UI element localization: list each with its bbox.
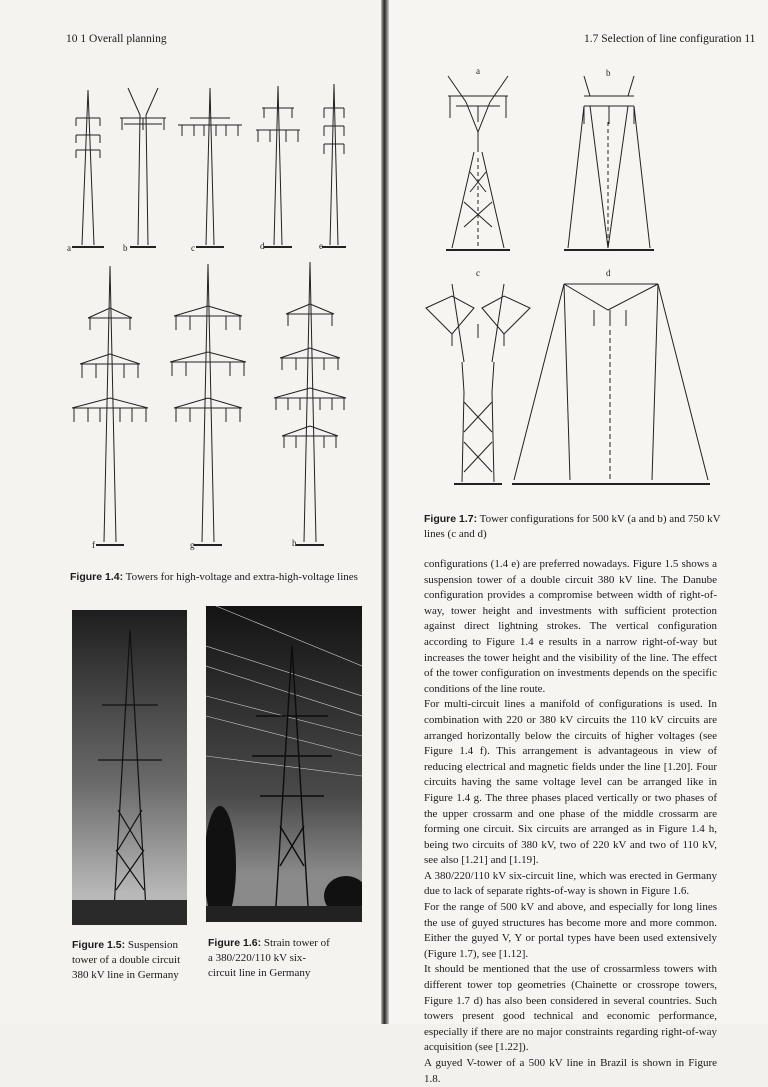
- tower-c-drawing: [178, 88, 242, 247]
- tower-label-h: h: [292, 538, 297, 548]
- figure-1-5-caption-label: Figure 1.5:: [72, 939, 126, 951]
- tower-label-f: f: [92, 540, 95, 550]
- tower-config-d-drawing: [512, 284, 710, 484]
- tower-config-b-drawing: [564, 76, 654, 250]
- tower-label-b: b: [123, 243, 128, 253]
- figure-1-7-caption: [424, 512, 724, 542]
- figure-1-7-caption-text: Tower configurations for 500 kV (a and b) and 750 kV lines (c and d): [424, 513, 721, 540]
- tower-label-a: a: [67, 243, 71, 253]
- tower-config-label-a: a: [476, 66, 480, 76]
- figure-1-6-caption-label: Figure 1.6:: [208, 937, 262, 949]
- tower-config-label-d: d: [606, 268, 611, 278]
- body-paragraph-4: For the range of 500 kV and above, and especially for long lines the use of guyed structures has become more and more common. Either the guyed V, Y or portal types have been used extensively (Figure 1.7), see [1.12].: [424, 901, 717, 960]
- figure-1-7-tower-configurations: [418, 62, 714, 492]
- figure-1-4-row2-towers: [60, 260, 360, 550]
- tower-b-drawing: [120, 88, 166, 247]
- tower-label-d: d: [260, 241, 265, 251]
- tower-config-label-b: b: [606, 68, 611, 78]
- figure-1-4-caption-label: Figure 1.4:: [70, 571, 124, 583]
- tower-f-drawing: [72, 266, 148, 545]
- tower-h-drawing: [274, 262, 346, 545]
- body-paragraph-5: It should be mentioned that the use of crossarmless towers with different tower top geometries (Chainette or crossrope towers, Figure 1.7 d) has also been considered in several countries. Such towers present good technical and economic performance, especially if there are no major constraints regarding right-of-way acquisition (see [1.22]).: [424, 963, 717, 1054]
- figure-1-5-caption-text: Suspension tower of a double circuit 380 kV line in Germany: [72, 939, 181, 981]
- body-paragraph-1: configurations (1.4 e) are preferred nowadays. Figure 1.5 shows a suspension tower of a double circuit 380 kV line. The Danube configuration provides a compromise between width of right-of-way, tower height and investments with sufficient protection against direct lightning strokes. The vertical configuration according to Figure 1.4 e results in a narrow right-of-way but increases the tower height and the visibility of the line. The effect of the tower configuration on investments depends on the specific conditions of the line route.: [424, 558, 717, 695]
- figure-1-4-caption: [70, 570, 370, 585]
- figure-1-7-caption-label: Figure 1.7:: [424, 513, 478, 525]
- tower-label-c: c: [191, 243, 195, 253]
- book-gutter: [381, 0, 389, 1024]
- tower-label-e: e: [319, 241, 323, 251]
- tower-g-drawing: [170, 264, 246, 545]
- body-paragraph-3: A 380/220/110 kV six-circuit line, which was erected in Germany due to lack of separate rights-of-way is shown in Figure 1.6.: [424, 869, 717, 898]
- right-running-header: 1.7 Selection of line configuration 11: [584, 33, 756, 45]
- body-paragraph-6: A guyed V-tower of a 500 kV line in Brazil is shown in Figure 1.8.: [424, 1057, 717, 1085]
- body-paragraph-2: For multi-circuit lines a manifold of configurations is used. In combination with 220 or 380 kV circuits the 110 kV circuits are arranged horizontally below the circuits of higher voltages (see Figure 1.4 f). This arrangement is advantageous in view of reducing electrical and magnetic fields under the line [1.20]. Four circuits having the same voltage level can be arranged like in Figure 1.4 g. The three phases placed vertically or two phases of the upper crossarm and one phase of the middle crossarm are forming one circuit. Six circuits are arranged as in Figure 1.4 h, being two circuits of 380 kV, two of 220 kV and two of 110 kV, see also [1.21] and [1.19].: [424, 698, 717, 867]
- right-page-body-text: [424, 557, 717, 1087]
- figure-1-6-photo: [206, 606, 362, 922]
- left-running-header: 10 1 Overall planning: [66, 33, 167, 45]
- figure-1-4-row1-towers: [60, 80, 360, 255]
- tower-a-drawing: [72, 90, 104, 247]
- tower-d-drawing: [256, 86, 300, 247]
- figure-1-6-caption-text: Strain tower of a 380/220/110 kV six-circuit line in Germany: [208, 937, 330, 979]
- figure-1-6-caption: [208, 936, 333, 981]
- tower-config-c-drawing: [426, 284, 530, 484]
- tower-label-g: g: [190, 540, 195, 550]
- tower-config-a-drawing: [446, 76, 510, 250]
- figure-1-4-caption-text: Towers for high-voltage and extra-high-voltage lines: [123, 571, 358, 583]
- figure-1-5-photo: [72, 610, 187, 925]
- tower-e-drawing: [322, 84, 346, 247]
- figure-1-5-caption: [72, 938, 192, 983]
- tower-config-label-c: c: [476, 268, 480, 278]
